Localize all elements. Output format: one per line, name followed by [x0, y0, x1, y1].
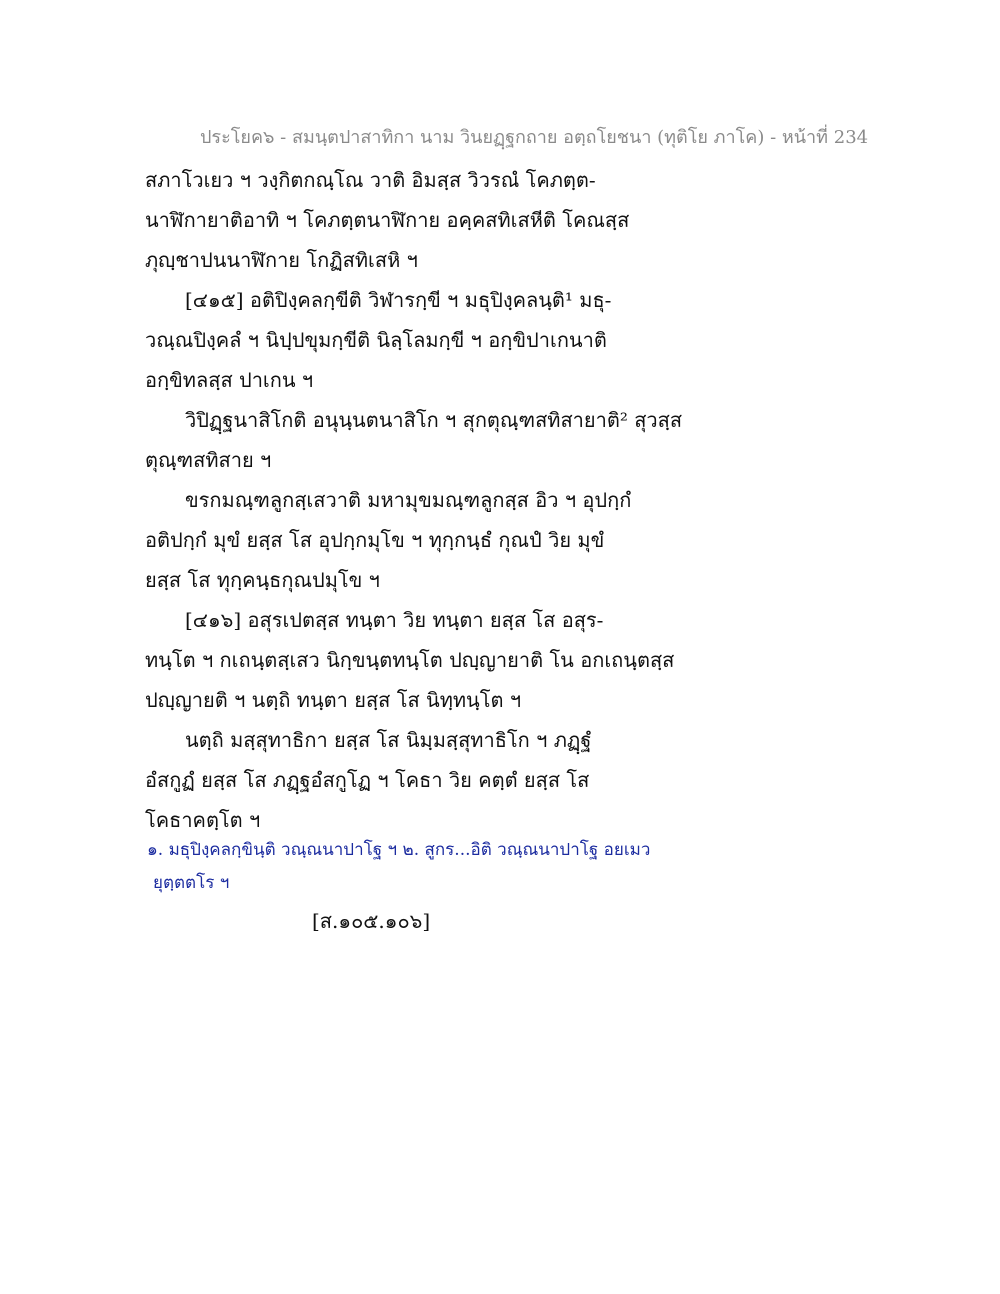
- body-line: อติปกฺกํ มุขํ ยสฺส โส อุปกฺกมุโข ฯ ทุกฺกนฺธํ กุณปํ วิย มุขํ: [145, 528, 605, 552]
- body-text: [145, 160, 683, 840]
- page-header: ประโยค๖ - สมนฺตปาสาทิกา นาม วินยฏฺฐกถาย อตฺถโยชนา (ทุติโย ภาโค) - หน้าที่ 234: [200, 127, 869, 148]
- body-line: โคธาคตฺโต ฯ: [145, 808, 261, 832]
- body-line: อํสกูฏํ ยสฺส โส ภฏฺฐอํสกูโฏ ฯ โคธา วิย คตฺตํ ยสฺส โส: [145, 768, 590, 792]
- body-line: ขรกมณฺฑลูกสฺเสวาติ มหามุขมณฺฑลูกสฺส อิว ฯ อุปกฺกํ: [185, 488, 632, 512]
- body-line: [๔๑๕] อติปิงฺคลกฺขีติ วิฬารกฺขี ฯ มธุปิงฺคลนฺติ¹ มธุ-: [185, 288, 612, 312]
- body-line: นาฬิกายาติอาทิ ฯ โคภตฺตนาฬิกาย อคฺคสทิเสหีติ โคณสฺส: [145, 208, 630, 232]
- body-line: ทนฺโต ฯ กเถนฺตสฺเสว นิกฺขนฺตทนฺโต ปญฺญายาติ โน อกเถนฺตสฺส: [145, 648, 675, 672]
- body-line: วณฺณปิงฺคลํ ฯ นิปฺปขุมกฺขีติ นิลฺโลมกฺขี ฯ อกฺขิปาเกนาติ: [145, 328, 607, 352]
- body-line: วิปิฏฺฐนาสิโกติ อนุนฺนตนาสิโก ฯ สุกตุณฺฑสทิสายาติ² สุวสฺส: [185, 408, 683, 432]
- body-line: ตุณฺฑสทิสาย ฯ: [145, 448, 272, 472]
- footnote-line: ๑. มธุปิงฺคลกฺขินฺติ วณฺณนาปาโฐ ฯ ๒. สูกร...อิติ วณฺณนาปาโฐ อยเมว: [147, 840, 651, 860]
- body-line: [๔๑๖] อสุรเปตสฺส ทนฺตา วิย ทนฺตา ยสฺส โส อสุร-: [185, 608, 604, 632]
- footnotes: [147, 834, 667, 900]
- body-line: อกฺขิทลสฺส ปาเกน ฯ: [145, 368, 314, 392]
- body-line: นตฺถิ มสฺสุทาธิกา ยสฺส โส นิมฺมสฺสุทาธิโก ฯ ภฏฺฐํ: [185, 728, 592, 752]
- body-line: ภุญฺชาปนนาฬิกาย โกฏิสทิเสหิ ฯ: [145, 248, 418, 272]
- body-line: ปญฺญายติ ฯ นตฺถิ ทนฺตา ยสฺส โส นิทฺทนฺโต ฯ: [145, 688, 522, 712]
- body-line: ยสฺส โส ทุกฺคนฺธกุณปมุโข ฯ: [145, 568, 380, 592]
- footnote-line: ยุตฺตตโร ฯ: [153, 873, 230, 893]
- body-line: สภาโวเยว ฯ วงฺกิตกณฺโณ วาติ อิมสฺส วิวรณํ โคภตฺต-: [145, 168, 596, 192]
- page-reference: [ส.๑๐๕.๑๐๖]: [312, 909, 431, 933]
